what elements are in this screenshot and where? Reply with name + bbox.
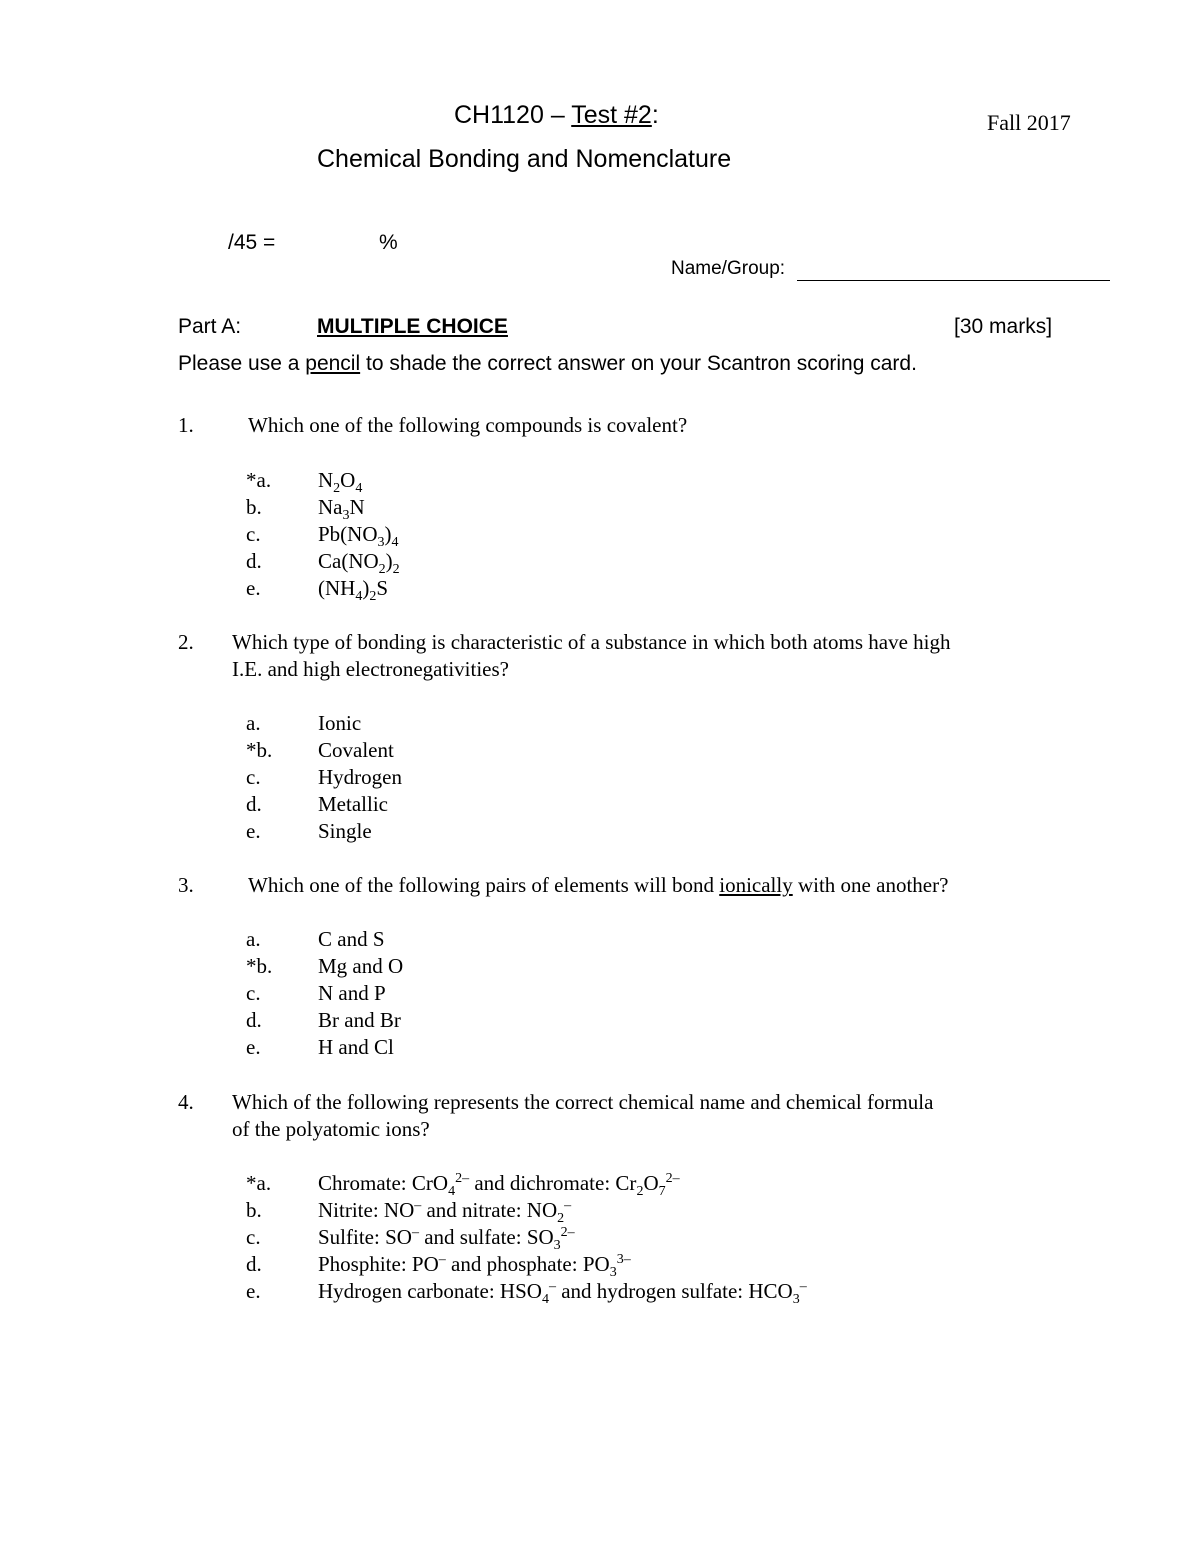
option-letter: a.: [246, 711, 261, 735]
option-letter: a.: [246, 927, 261, 951]
option-text: Sulfite: SO– and sulfate: $SO_3^{2-}$: [318, 1225, 575, 1254]
option-text: Mg and O: [318, 954, 404, 978]
name-group-label: Name/Group:: [671, 258, 786, 279]
option-text: $(NH_4)_2S$: [318, 576, 389, 605]
option-letter: e.: [246, 819, 261, 843]
question-number: 4.: [178, 1090, 194, 1114]
option-letter: *b.: [246, 738, 273, 762]
option-text: Ionic: [318, 711, 362, 735]
option-letter: c.: [246, 981, 261, 1005]
option-letter: c.: [246, 522, 261, 546]
question-number: 2.: [178, 630, 194, 654]
question-text: [248, 873, 948, 898]
term-label: Fall 2017: [987, 110, 1071, 135]
part-title: MULTIPLE CHOICE: [317, 315, 508, 338]
question-number: 3.: [178, 873, 194, 897]
name-group-field[interactable]: [797, 280, 1110, 281]
course-code: CH1120 –: [454, 101, 565, 129]
instructions-part-1: Please use a: [178, 352, 300, 375]
question-text-after: with one another?: [797, 873, 949, 897]
test-number: Test #2: [571, 101, 652, 129]
option-text: Chromate: CrO$_4^{2-}$ and dichromate: $Cr_2O_7^{2-}$: [318, 1171, 680, 1200]
question-text-line-1: Which of the following represents the correct chemical name and chemical formula: [232, 1090, 934, 1114]
question-number: 1.: [178, 413, 194, 437]
score-percent: %: [379, 231, 398, 254]
option-text: Phosphite: PO– and phosphate: $PO_3^{3-}$: [318, 1252, 631, 1281]
score-total: /45 =: [228, 231, 276, 254]
option-letter: d.: [246, 1252, 262, 1276]
option-letter: d.: [246, 792, 262, 816]
option-letter: d.: [246, 549, 262, 573]
instructions: [178, 352, 917, 376]
part-label: Part A:: [178, 315, 242, 338]
option-letter: e.: [246, 1279, 261, 1303]
option-text: H and Cl: [318, 1035, 394, 1059]
question-text: Which one of the following compounds is covalent?: [248, 413, 688, 437]
option-text: $Na_3N$: [318, 495, 365, 524]
part-marks: [30 marks]: [954, 315, 1053, 338]
question-text-line-1: Which type of bonding is characteristic of a substance in which both atoms have high: [232, 630, 951, 654]
instructions-part-2: to shade the correct answer on your Scantron scoring card.: [365, 352, 917, 375]
option-letter: c.: [246, 1225, 261, 1249]
option-text: Nitrite: NO– and nitrate: $NO_2^-$: [318, 1198, 572, 1227]
option-letter: d.: [246, 1008, 262, 1032]
option-text: Hydrogen carbonate: $HSO_4^-$ and hydrogen sulfate: $HCO_3^-$: [318, 1279, 807, 1308]
option-letter: b.: [246, 495, 262, 519]
option-letter: *a.: [246, 1171, 272, 1195]
option-letter: *a.: [246, 468, 272, 492]
page-title: [454, 101, 659, 130]
option-text: Metallic: [318, 792, 388, 816]
title-colon: :: [651, 101, 659, 129]
option-text: Hydrogen: [318, 765, 402, 789]
option-letter: e.: [246, 576, 261, 600]
option-letter: e.: [246, 1035, 261, 1059]
option-text: N and P: [318, 981, 386, 1005]
option-letter: b.: [246, 1198, 262, 1222]
option-text: Single: [318, 819, 372, 843]
option-text: $Ca(NO_2)_2$: [318, 549, 400, 578]
option-text: Covalent: [318, 738, 394, 762]
question-text-line-2: of the polyatomic ions?: [232, 1117, 430, 1141]
option-text: C and S: [318, 927, 385, 951]
question-text-before: Which one of the following pairs of elements will bond: [248, 873, 714, 897]
option-text: $N_2O_4$: [318, 468, 363, 497]
option-letter: c.: [246, 765, 261, 789]
option-text: Br and Br: [318, 1008, 401, 1032]
question-text-emphasis: ionically: [719, 873, 793, 897]
page-subtitle: Chemical Bonding and Nomenclature: [317, 145, 732, 173]
option-text: $Pb(NO_3)_4$: [318, 522, 399, 551]
option-letter: *b.: [246, 954, 273, 978]
question-text-line-2: I.E. and high electronegativities?: [232, 657, 509, 681]
instructions-pencil: pencil: [305, 352, 361, 375]
